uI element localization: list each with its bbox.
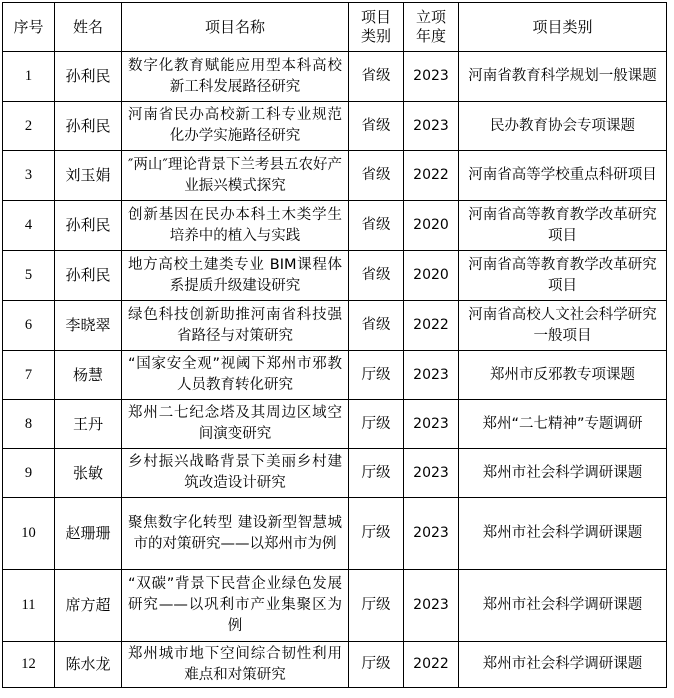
cell-name: 王丹 bbox=[55, 400, 122, 449]
cell-category: 河南省高校人文社会科学研究一般项目 bbox=[459, 301, 667, 351]
cell-index: 5 bbox=[3, 251, 55, 301]
cell-title: 创新基因在民办本科土木类学生培养中的植入与实践 bbox=[122, 201, 349, 251]
cell-index: 2 bbox=[3, 102, 55, 151]
table-row bbox=[3, 151, 667, 201]
cell-name: 张敏 bbox=[55, 449, 122, 498]
cell-name: 杨慧 bbox=[55, 351, 122, 400]
cell-title: ″两山″理论背景下兰考县五农好产业振兴模式探究 bbox=[122, 151, 349, 201]
cell-type: 厅级 bbox=[349, 498, 404, 570]
cell-index: 4 bbox=[3, 201, 55, 251]
table-header bbox=[3, 3, 667, 52]
cell-title: 河南省民办高校新工科专业规范化办学实施路径研究 bbox=[122, 102, 349, 151]
cell-type: 省级 bbox=[349, 301, 404, 351]
cell-year: 2022 bbox=[404, 151, 459, 201]
header-project-type: 项目 类别 bbox=[349, 3, 404, 52]
table-row bbox=[3, 642, 667, 688]
projects-table bbox=[2, 2, 667, 688]
cell-name: 席方超 bbox=[55, 570, 122, 642]
cell-type: 厅级 bbox=[349, 570, 404, 642]
cell-category: 郑州市社会科学调研课题 bbox=[459, 449, 667, 498]
cell-title: 数字化教育赋能应用型本科高校新工科发展路径研究 bbox=[122, 52, 349, 102]
cell-category: 郑州市社会科学调研课题 bbox=[459, 642, 667, 688]
cell-category: 河南省高等教育教学改革研究项目 bbox=[459, 201, 667, 251]
cell-year: 2023 bbox=[404, 449, 459, 498]
cell-type: 省级 bbox=[349, 151, 404, 201]
cell-year: 2023 bbox=[404, 102, 459, 151]
cell-type: 厅级 bbox=[349, 449, 404, 498]
cell-title: 绿色科技创新助推河南省科技强省路径与对策研究 bbox=[122, 301, 349, 351]
cell-title: 乡村振兴战略背景下美丽乡村建筑改造设计研究 bbox=[122, 449, 349, 498]
table-row bbox=[3, 449, 667, 498]
cell-category: 郑州市反邪教专项课题 bbox=[459, 351, 667, 400]
cell-name: 刘玉娟 bbox=[55, 151, 122, 201]
cell-index: 7 bbox=[3, 351, 55, 400]
cell-title: 郑州二七纪念塔及其周边区域空间演变研究 bbox=[122, 400, 349, 449]
cell-title: 地方高校土建类专业 BIM课程体系提质升级建设研究 bbox=[122, 251, 349, 301]
cell-type: 省级 bbox=[349, 201, 404, 251]
table-row bbox=[3, 52, 667, 102]
cell-category: 河南省教育科学规划一般课题 bbox=[459, 52, 667, 102]
table-body bbox=[3, 52, 667, 688]
cell-year: 2020 bbox=[404, 201, 459, 251]
cell-type: 厅级 bbox=[349, 351, 404, 400]
cell-index: 1 bbox=[3, 52, 55, 102]
cell-category: 河南省高等教育教学改革研究项目 bbox=[459, 251, 667, 301]
table-row bbox=[3, 251, 667, 301]
cell-name: 孙利民 bbox=[55, 251, 122, 301]
header-year: 立项 年度 bbox=[404, 3, 459, 52]
cell-category: 郑州市社会科学调研课题 bbox=[459, 498, 667, 570]
cell-type: 厅级 bbox=[349, 642, 404, 688]
header-project-name: 项目名称 bbox=[122, 3, 349, 52]
cell-name: 孙利民 bbox=[55, 52, 122, 102]
cell-year: 2023 bbox=[404, 400, 459, 449]
table-row bbox=[3, 570, 667, 642]
header-project-category: 项目类别 bbox=[459, 3, 667, 52]
cell-title: “国家安全观”视阈下郑州市邪教人员教育转化研究 bbox=[122, 351, 349, 400]
cell-category: 郑州市社会科学调研课题 bbox=[459, 570, 667, 642]
cell-year: 2022 bbox=[404, 642, 459, 688]
cell-name: 陈水龙 bbox=[55, 642, 122, 688]
cell-name: 孙利民 bbox=[55, 102, 122, 151]
cell-type: 厅级 bbox=[349, 400, 404, 449]
cell-type: 省级 bbox=[349, 251, 404, 301]
cell-name: 孙利民 bbox=[55, 201, 122, 251]
cell-title: “双碳”背景下民营企业绿色发展研究——以巩利市产业集聚区为例 bbox=[122, 570, 349, 642]
cell-type: 省级 bbox=[349, 102, 404, 151]
cell-year: 2023 bbox=[404, 351, 459, 400]
cell-name: 李晓翠 bbox=[55, 301, 122, 351]
cell-year: 2020 bbox=[404, 251, 459, 301]
cell-index: 12 bbox=[3, 642, 55, 688]
header-index: 序号 bbox=[3, 3, 55, 52]
cell-title: 聚焦数字化转型 建设新型智慧城市的对策研究——以郑州市为例 bbox=[122, 498, 349, 570]
cell-index: 11 bbox=[3, 570, 55, 642]
cell-year: 2022 bbox=[404, 301, 459, 351]
table-row bbox=[3, 351, 667, 400]
cell-index: 3 bbox=[3, 151, 55, 201]
table-row bbox=[3, 301, 667, 351]
cell-year: 2023 bbox=[404, 52, 459, 102]
cell-type: 省级 bbox=[349, 52, 404, 102]
cell-name: 赵珊珊 bbox=[55, 498, 122, 570]
table-row bbox=[3, 400, 667, 449]
cell-index: 8 bbox=[3, 400, 55, 449]
cell-index: 6 bbox=[3, 301, 55, 351]
table-row bbox=[3, 102, 667, 151]
cell-index: 9 bbox=[3, 449, 55, 498]
cell-year: 2023 bbox=[404, 570, 459, 642]
cell-title: 郑州城市地下空间综合韧性利用难点和对策研究 bbox=[122, 642, 349, 688]
cell-category: 民办教育协会专项课题 bbox=[459, 102, 667, 151]
table-row bbox=[3, 201, 667, 251]
table-row bbox=[3, 498, 667, 570]
header-name: 姓名 bbox=[55, 3, 122, 52]
cell-year: 2023 bbox=[404, 498, 459, 570]
cell-category: 河南省高等学校重点科研项目 bbox=[459, 151, 667, 201]
cell-category: 郑州“二七精神”专题调研 bbox=[459, 400, 667, 449]
cell-index: 10 bbox=[3, 498, 55, 570]
